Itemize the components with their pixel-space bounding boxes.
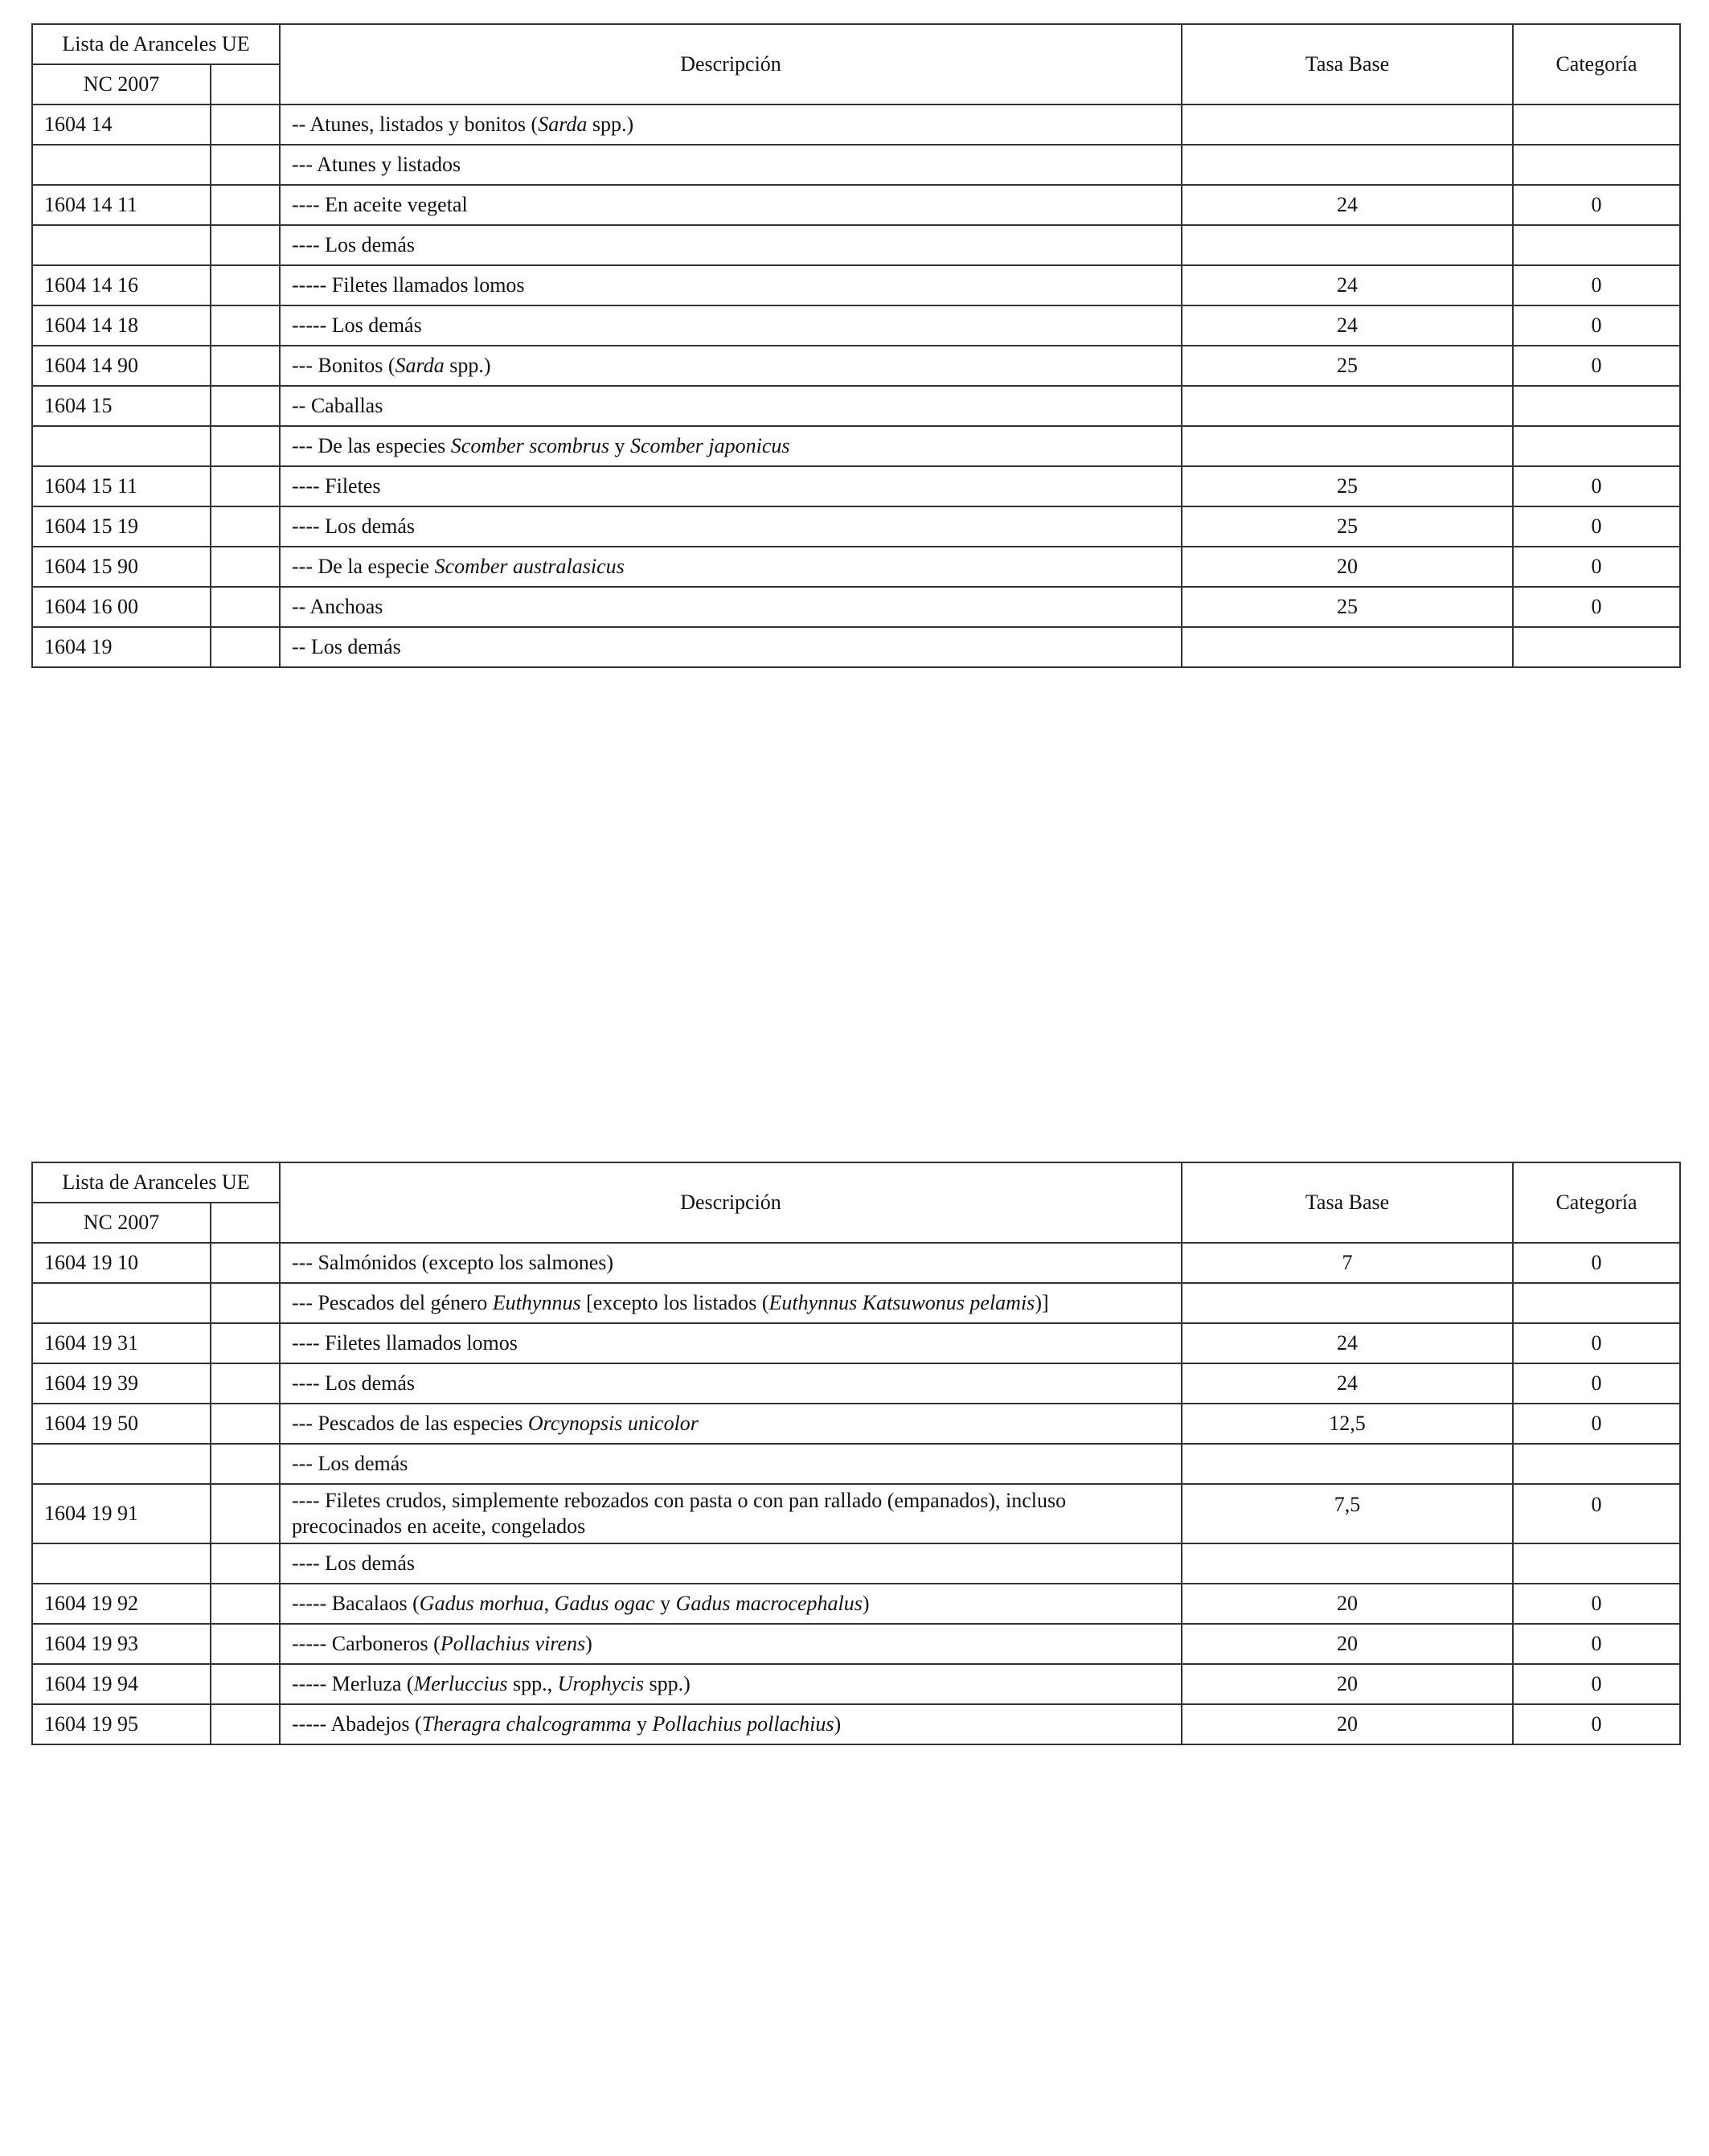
description-text: --- Bonitos (: [292, 354, 395, 377]
cell-empty: [211, 426, 280, 466]
description-text: y: [609, 434, 630, 457]
table-row: [32, 1444, 1680, 1484]
cell-empty: [211, 1243, 280, 1283]
cell-tasa-base: 25: [1182, 466, 1513, 506]
cell-descripcion: [280, 105, 1182, 145]
cell-tasa-base: [1182, 1444, 1513, 1484]
cell-tasa-base: 7: [1182, 1243, 1513, 1283]
tariff-table-1: [31, 23, 1681, 668]
cell-code: [32, 1543, 211, 1584]
cell-categoria: 0: [1513, 305, 1680, 346]
cell-categoria: 0: [1513, 1584, 1680, 1624]
species-name: Pollachius virens: [440, 1632, 586, 1655]
species-name: Scomber japonicus: [629, 434, 790, 457]
cell-code: [32, 145, 211, 185]
table-row: [32, 386, 1680, 426]
cell-descripcion: [280, 386, 1182, 426]
description-text: ---- Los demás: [292, 514, 416, 538]
cell-descripcion: [280, 1704, 1182, 1744]
description-text: ---- Filetes llamados lomos: [292, 1331, 518, 1355]
species-name: Sarda: [538, 113, 588, 136]
species-name: Scomber australasicus: [434, 555, 625, 578]
cell-code: 1604 15 19: [32, 506, 211, 547]
cell-categoria: [1513, 1543, 1680, 1584]
description-text: --- Los demás: [292, 1452, 408, 1475]
cell-tasa-base: 25: [1182, 587, 1513, 627]
description-text: -- Los demás: [292, 635, 401, 658]
description-text: --- Salmónidos (excepto los salmones): [292, 1251, 614, 1274]
cell-tasa-base: 24: [1182, 265, 1513, 305]
table-row: [32, 1283, 1680, 1323]
cell-categoria: 0: [1513, 1243, 1680, 1283]
cell-tasa-base: [1182, 1543, 1513, 1584]
cell-descripcion: [280, 1243, 1182, 1283]
cell-categoria: [1513, 145, 1680, 185]
description-text: -- Atunes, listados y bonitos (: [292, 113, 539, 136]
cell-code: 1604 19 92: [32, 1584, 211, 1624]
cell-descripcion: [280, 1323, 1182, 1363]
table-row: [32, 587, 1680, 627]
cell-code: 1604 15 11: [32, 466, 211, 506]
cell-descripcion: [280, 1484, 1182, 1543]
cell-categoria: 0: [1513, 506, 1680, 547]
cell-empty: [211, 1323, 280, 1363]
cell-tasa-base: 20: [1182, 547, 1513, 587]
cell-descripcion: [280, 145, 1182, 185]
header-nc-2007: NC 2007: [32, 64, 211, 105]
cell-empty: [211, 1584, 280, 1624]
header-empty-cell: [211, 1203, 280, 1243]
cell-code: 1604 19 95: [32, 1704, 211, 1744]
description-text: ----- Los demás: [292, 314, 422, 337]
cell-empty: [211, 1444, 280, 1484]
description-text: ----- Carboneros (: [292, 1632, 441, 1655]
cell-descripcion: [280, 1283, 1182, 1323]
table-row: [32, 1624, 1680, 1664]
cell-descripcion: [280, 1664, 1182, 1704]
cell-empty: [211, 1704, 280, 1744]
description-text: --- Pescados del género: [292, 1291, 493, 1314]
cell-tasa-base: 20: [1182, 1704, 1513, 1744]
cell-code: 1604 14: [32, 105, 211, 145]
cell-descripcion: [280, 547, 1182, 587]
cell-code: 1604 14 16: [32, 265, 211, 305]
cell-code: [32, 426, 211, 466]
cell-descripcion: [280, 1624, 1182, 1664]
cell-categoria: 0: [1513, 185, 1680, 225]
species-name: Urophycis: [557, 1672, 645, 1695]
table-header: [32, 24, 1680, 105]
table-row: [32, 1484, 1680, 1543]
cell-categoria: [1513, 426, 1680, 466]
header-empty-cell: [211, 64, 280, 105]
cell-descripcion: [280, 265, 1182, 305]
cell-categoria: 0: [1513, 1664, 1680, 1704]
cell-categoria: [1513, 627, 1680, 667]
description-text: y: [631, 1712, 653, 1736]
cell-empty: [211, 1484, 280, 1543]
cell-tasa-base: 24: [1182, 1363, 1513, 1404]
cell-empty: [211, 1664, 280, 1704]
table-row: [32, 265, 1680, 305]
cell-empty: [211, 105, 280, 145]
description-text: spp.): [587, 113, 634, 136]
cell-categoria: [1513, 386, 1680, 426]
description-text: spp.): [444, 354, 491, 377]
description-text: ): [585, 1632, 592, 1655]
cell-tasa-base: [1182, 105, 1513, 145]
table-row: [32, 466, 1680, 506]
cell-code: 1604 15 90: [32, 547, 211, 587]
header-lista: Lista de Aranceles UE: [32, 24, 280, 64]
cell-empty: [211, 1543, 280, 1584]
table-row: [32, 1543, 1680, 1584]
cell-descripcion: [280, 1404, 1182, 1444]
table-body: [32, 105, 1680, 667]
description-text: ----- Bacalaos (: [292, 1592, 420, 1615]
cell-categoria: [1513, 225, 1680, 265]
cell-empty: [211, 627, 280, 667]
species-name: Orcynopsis unicolor: [527, 1412, 699, 1435]
cell-descripcion: [280, 426, 1182, 466]
cell-empty: [211, 506, 280, 547]
cell-descripcion: [280, 466, 1182, 506]
cell-descripcion: [280, 1363, 1182, 1404]
cell-tasa-base: 20: [1182, 1664, 1513, 1704]
cell-code: [32, 1444, 211, 1484]
table-row: [32, 426, 1680, 466]
cell-tasa-base: [1182, 426, 1513, 466]
cell-tasa-base: [1182, 386, 1513, 426]
description-text: ---- Filetes crudos, simplemente rebozados con pasta o con pan rallado (empanados), incluso precocinados en aceite, congelados: [292, 1489, 1067, 1538]
description-text: ,: [543, 1592, 555, 1615]
cell-tasa-base: 24: [1182, 1323, 1513, 1363]
species-name: Scomber scombrus: [450, 434, 609, 457]
cell-empty: [211, 1363, 280, 1404]
species-name: Euthynnus Katsuwonus pelamis: [768, 1291, 1035, 1314]
cell-descripcion: [280, 305, 1182, 346]
table-row: [32, 1584, 1680, 1624]
table-row: [32, 1704, 1680, 1744]
cell-categoria: 0: [1513, 1363, 1680, 1404]
cell-descripcion: [280, 506, 1182, 547]
header-row: [32, 24, 1680, 64]
cell-categoria: [1513, 1444, 1680, 1484]
description-text: --- Pescados de las especies: [292, 1412, 528, 1435]
table-row: [32, 506, 1680, 547]
description-text: spp.,: [507, 1672, 558, 1695]
cell-code: [32, 225, 211, 265]
header-descripcion: Descripción: [280, 1162, 1182, 1243]
header-nc-2007: NC 2007: [32, 1203, 211, 1243]
species-name: Pollachius pollachius: [652, 1712, 834, 1736]
cell-code: 1604 15: [32, 386, 211, 426]
table-row: [32, 185, 1680, 225]
description-text: ----- Merluza (: [292, 1672, 414, 1695]
cell-empty: [211, 145, 280, 185]
cell-tasa-base: [1182, 145, 1513, 185]
description-text: ---- Los demás: [292, 1551, 416, 1575]
cell-descripcion: [280, 1584, 1182, 1624]
cell-tasa-base: 24: [1182, 305, 1513, 346]
cell-code: 1604 14 90: [32, 346, 211, 386]
cell-categoria: 0: [1513, 1484, 1680, 1543]
cell-categoria: 0: [1513, 466, 1680, 506]
table-row: [32, 346, 1680, 386]
species-name: Sarda: [395, 354, 445, 377]
table-row: [32, 627, 1680, 667]
description-text: )]: [1035, 1291, 1049, 1314]
cell-categoria: 0: [1513, 1404, 1680, 1444]
table-row: [32, 225, 1680, 265]
table-row: [32, 145, 1680, 185]
cell-descripcion: [280, 225, 1182, 265]
cell-code: [32, 1283, 211, 1323]
cell-categoria: 0: [1513, 1323, 1680, 1363]
cell-tasa-base: 20: [1182, 1584, 1513, 1624]
cell-categoria: 0: [1513, 1624, 1680, 1664]
cell-descripcion: [280, 1444, 1182, 1484]
cell-tasa-base: 7,5: [1182, 1484, 1513, 1543]
cell-empty: [211, 1624, 280, 1664]
description-text: ): [862, 1592, 870, 1615]
cell-categoria: 0: [1513, 587, 1680, 627]
table-row: [32, 1664, 1680, 1704]
species-name: Gadus ogac: [554, 1592, 655, 1615]
cell-code: 1604 19 91: [32, 1484, 211, 1543]
cell-categoria: 0: [1513, 1704, 1680, 1744]
cell-descripcion: [280, 185, 1182, 225]
cell-tasa-base: 20: [1182, 1624, 1513, 1664]
table-body: [32, 1243, 1680, 1744]
table-row: [32, 1404, 1680, 1444]
cell-empty: [211, 386, 280, 426]
description-text: ---- Filetes: [292, 474, 381, 498]
description-text: y: [654, 1592, 676, 1615]
cell-empty: [211, 466, 280, 506]
species-name: Gadus macrocephalus: [675, 1592, 863, 1615]
table-row: [32, 305, 1680, 346]
cell-empty: [211, 1404, 280, 1444]
table-row: [32, 1363, 1680, 1404]
header-descripcion: Descripción: [280, 24, 1182, 105]
header-row: [32, 1162, 1680, 1203]
table-row: [32, 105, 1680, 145]
description-text: --- De la especie: [292, 555, 435, 578]
cell-empty: [211, 225, 280, 265]
description-text: -- Anchoas: [292, 595, 383, 618]
description-text: ----- Filetes llamados lomos: [292, 273, 525, 297]
table-row: [32, 1243, 1680, 1283]
cell-code: 1604 14 18: [32, 305, 211, 346]
description-text: -- Caballas: [292, 394, 383, 417]
description-text: ---- Los demás: [292, 1371, 416, 1395]
cell-code: 1604 19 10: [32, 1243, 211, 1283]
cell-categoria: 0: [1513, 547, 1680, 587]
header-categoria: Categoría: [1513, 24, 1680, 105]
table-header: [32, 1162, 1680, 1243]
header-tasa-base: Tasa Base: [1182, 1162, 1513, 1243]
species-name: Theragra chalcogramma: [421, 1712, 632, 1736]
tariff-table-2: [31, 1162, 1681, 1745]
cell-tasa-base: [1182, 1283, 1513, 1323]
description-text: spp.): [644, 1672, 691, 1695]
species-name: Merluccius: [413, 1672, 508, 1695]
cell-categoria: 0: [1513, 346, 1680, 386]
cell-descripcion: [280, 346, 1182, 386]
table-row: [32, 547, 1680, 587]
cell-categoria: 0: [1513, 265, 1680, 305]
header-categoria: Categoría: [1513, 1162, 1680, 1243]
cell-empty: [211, 1283, 280, 1323]
cell-categoria: [1513, 1283, 1680, 1323]
header-tasa-base: Tasa Base: [1182, 24, 1513, 105]
cell-empty: [211, 587, 280, 627]
cell-tasa-base: 25: [1182, 506, 1513, 547]
description-text: --- Atunes y listados: [292, 153, 461, 176]
cell-code: 1604 14 11: [32, 185, 211, 225]
cell-empty: [211, 305, 280, 346]
header-lista: Lista de Aranceles UE: [32, 1162, 280, 1203]
species-name: Gadus morhua: [419, 1592, 544, 1615]
cell-empty: [211, 346, 280, 386]
description-text: --- De las especies: [292, 434, 451, 457]
cell-code: 1604 19 31: [32, 1323, 211, 1363]
cell-empty: [211, 547, 280, 587]
cell-descripcion: [280, 587, 1182, 627]
species-name: Euthynnus: [492, 1291, 581, 1314]
description-text: [excepto los listados (: [580, 1291, 769, 1314]
cell-tasa-base: [1182, 225, 1513, 265]
description-text: ---- Los demás: [292, 233, 416, 256]
table-row: [32, 1323, 1680, 1363]
cell-descripcion: [280, 1543, 1182, 1584]
description-text: ): [834, 1712, 842, 1736]
cell-code: 1604 19 94: [32, 1664, 211, 1704]
cell-tasa-base: 25: [1182, 346, 1513, 386]
cell-categoria: [1513, 105, 1680, 145]
cell-code: 1604 19 50: [32, 1404, 211, 1444]
description-text: ----- Abadejos (: [292, 1712, 422, 1736]
cell-empty: [211, 185, 280, 225]
cell-code: 1604 19: [32, 627, 211, 667]
cell-code: 1604 16 00: [32, 587, 211, 627]
description-text: ---- En aceite vegetal: [292, 193, 468, 216]
cell-tasa-base: [1182, 627, 1513, 667]
cell-descripcion: [280, 627, 1182, 667]
cell-tasa-base: 24: [1182, 185, 1513, 225]
cell-code: 1604 19 93: [32, 1624, 211, 1664]
cell-code: 1604 19 39: [32, 1363, 211, 1404]
cell-empty: [211, 265, 280, 305]
cell-tasa-base: 12,5: [1182, 1404, 1513, 1444]
